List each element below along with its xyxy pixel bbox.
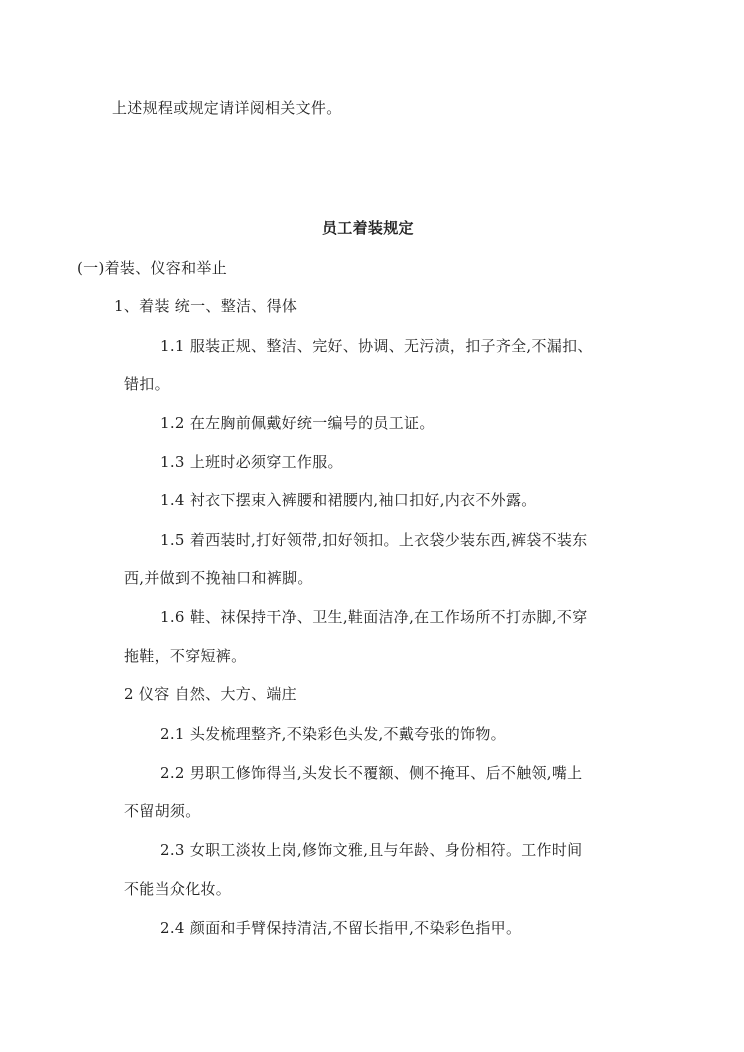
- item-1-6-cont: 拖鞋，不穿短裤。: [124, 647, 247, 665]
- subsection-2-heading: 2 仪容 自然、大方、端庄: [124, 685, 297, 703]
- item-1-5: 1.5 着西装时,打好领带,扣好领扣。上衣袋少装东西,裤袋不装东: [160, 531, 588, 549]
- item-2-2-cont: 不留胡须。: [124, 802, 201, 820]
- item-2-4: 2.4 颜面和手臂保持清洁,不留长指甲,不染彩色指甲。: [160, 919, 522, 937]
- item-1-5-cont: 西,并做到不挽袖口和裤脚。: [124, 569, 313, 587]
- section-heading: (一)着装、仪容和举止: [77, 259, 228, 277]
- page-title: 员工着装规定: [322, 219, 414, 237]
- subsection-1-heading: 1、着装 统一、整洁、得体: [114, 297, 298, 315]
- item-1-2: 1.2 在左胸前佩戴好统一编号的员工证。: [160, 414, 435, 432]
- item-2-3-cont: 不能当众化妆。: [124, 880, 232, 898]
- item-1-3: 1.3 上班时必须穿工作服。: [160, 453, 343, 471]
- item-1-1: 1.1 服装正规、整洁、完好、协调、无污渍，扣子齐全,不漏扣、: [160, 337, 593, 355]
- intro-text: 上述规程或规定请详阅相关文件。: [112, 99, 342, 117]
- item-2-3: 2.3 女职工淡妆上岗,修饰文雅,且与年龄、身份相符。工作时间: [160, 841, 583, 859]
- item-1-4: 1.4 衬衣下摆束入裤腰和裙腰内,袖口扣好,内衣不外露。: [160, 491, 537, 509]
- item-2-1: 2.1 头发梳理整齐,不染彩色头发,不戴夸张的饰物。: [160, 725, 506, 743]
- item-2-2: 2.2 男职工修饰得当,头发长不覆额、侧不掩耳、后不触领,嘴上: [160, 764, 583, 782]
- item-1-1-cont: 错扣。: [124, 375, 170, 393]
- item-1-6: 1.6 鞋、袜保持干净、卫生,鞋面洁净,在工作场所不打赤脚,不穿: [160, 608, 588, 626]
